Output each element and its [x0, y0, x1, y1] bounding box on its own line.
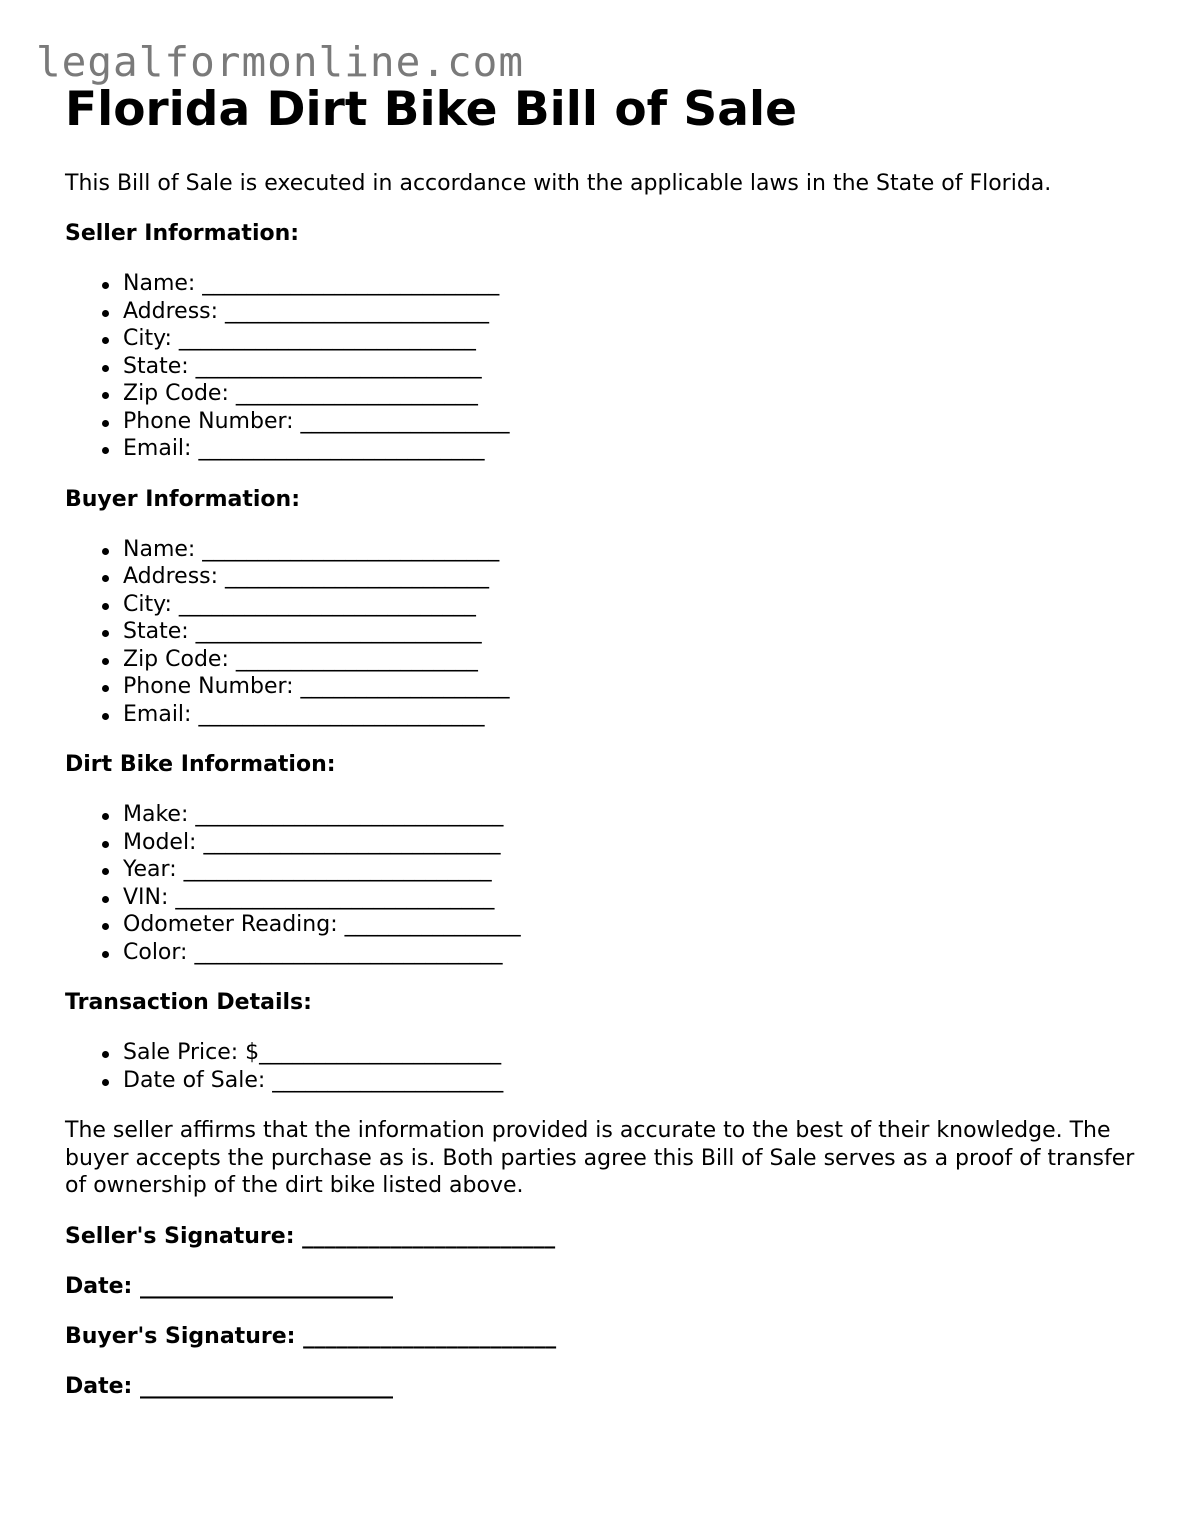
seller-city-field: City: ___________________________: [123, 325, 1145, 353]
seller-address-field: Address: ________________________: [123, 298, 1145, 326]
buyer-email-field: Email: __________________________: [123, 701, 1145, 729]
watermark: legalformonline.com: [36, 38, 524, 86]
sale-price-field: Sale Price: $______________________: [123, 1039, 1145, 1067]
seller-name-field: Name: ___________________________: [123, 270, 1145, 298]
buyer-address-field: Address: ________________________: [123, 563, 1145, 591]
buyer-date-line: Date: _______________________: [65, 1373, 394, 1399]
bike-color-field: Color: ____________________________: [123, 939, 1145, 967]
buyer-fields: [65, 536, 1145, 729]
transaction-fields: [65, 1039, 1145, 1094]
bike-section-heading: Dirt Bike Information:: [65, 752, 336, 777]
document-title: Florida Dirt Bike Bill of Sale: [65, 82, 797, 137]
buyer-city-field: City: ___________________________: [123, 591, 1145, 619]
buyer-section-heading: Buyer Information:: [65, 486, 300, 512]
bike-vin-field: VIN: _____________________________: [123, 884, 1145, 912]
buyer-state-field: State: __________________________: [123, 618, 1145, 646]
document: [65, 82, 1145, 1400]
buyer-signature-line: Buyer's Signature: _______________________: [65, 1323, 557, 1349]
transaction-section-heading: Transaction Details:: [65, 990, 312, 1015]
bike-odometer-field: Odometer Reading: ________________: [123, 911, 1145, 939]
seller-signature-line: Seller's Signature: _______________________: [65, 1223, 556, 1249]
seller-email-field: Email: __________________________: [123, 435, 1145, 463]
bike-model-field: Model: ___________________________: [123, 829, 1145, 857]
bike-fields: [65, 801, 1145, 966]
seller-phone-field: Phone Number: ___________________: [123, 408, 1145, 436]
affirmation-text: The seller affirms that the information provided is accurate to the best of their knowledge. The buyer accepts the purchase as is. Both parties agree this Bill of Sale serves as a proof of transfer of ownership of the dirt bike listed above.: [65, 1118, 1135, 1198]
buyer-phone-field: Phone Number: ___________________: [123, 673, 1145, 701]
seller-section-heading: Seller Information:: [65, 221, 300, 246]
seller-state-field: State: __________________________: [123, 353, 1145, 381]
sale-date-field: Date of Sale: _____________________: [123, 1067, 1145, 1095]
intro-text: This Bill of Sale is executed in accordance with the applicable laws in the State of Florida.: [65, 171, 1052, 196]
seller-date-line: Date: _______________________: [65, 1273, 394, 1299]
seller-zip-field: Zip Code: ______________________: [123, 380, 1145, 408]
buyer-zip-field: Zip Code: ______________________: [123, 646, 1145, 674]
bike-make-field: Make: ____________________________: [123, 801, 1145, 829]
seller-fields: [65, 270, 1145, 463]
bike-year-field: Year: ____________________________: [123, 856, 1145, 884]
buyer-name-field: Name: ___________________________: [123, 536, 1145, 564]
